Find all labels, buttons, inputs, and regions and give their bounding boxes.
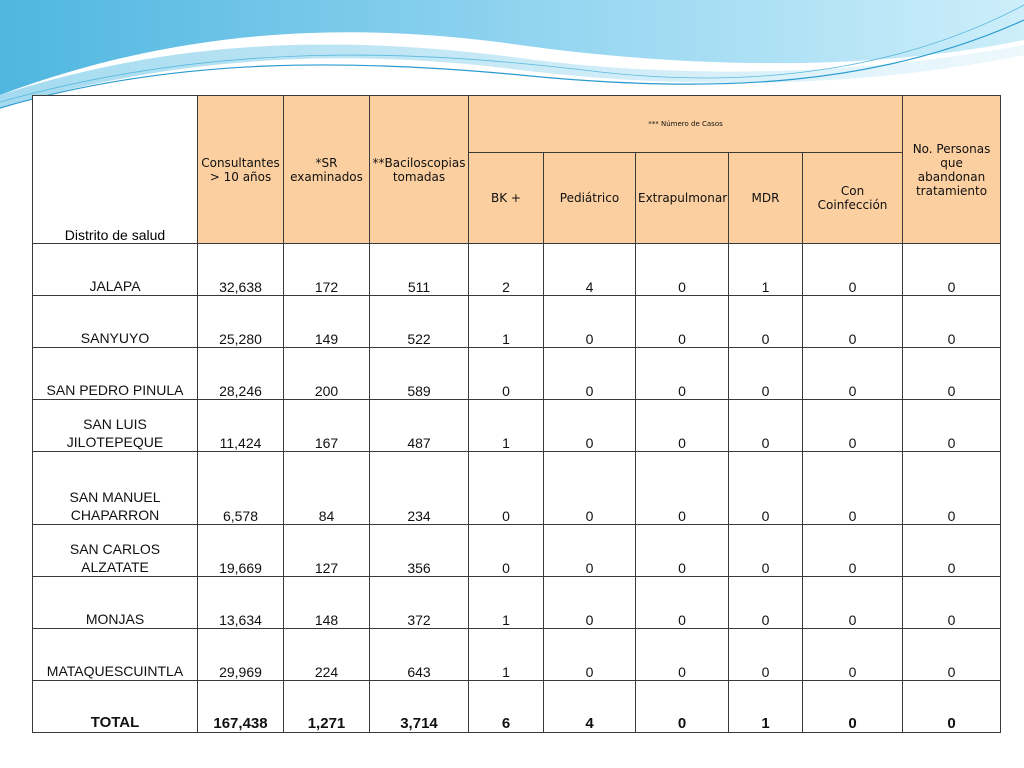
tuberculosis-data-table bbox=[32, 95, 1001, 733]
cell-sr: 200 bbox=[284, 348, 370, 400]
cell-abandon: 0 bbox=[903, 629, 1001, 681]
cell-district: MONJAS bbox=[33, 577, 198, 629]
header-bk: BK + bbox=[469, 153, 544, 244]
cell-mdr: 0 bbox=[729, 452, 803, 525]
header-cases-group: *** Número de Casos bbox=[469, 96, 903, 153]
cell-coinfeccion: 0 bbox=[803, 452, 903, 525]
header-pediatric: Pediátrico bbox=[544, 153, 636, 244]
cell-mdr: 0 bbox=[729, 400, 803, 452]
cell-consultants: 11,424 bbox=[198, 400, 284, 452]
cell-total-abandon: 0 bbox=[903, 681, 1001, 733]
table-row bbox=[33, 452, 1001, 525]
header-sr-examined: *SR examinados bbox=[284, 96, 370, 244]
cell-sr: 148 bbox=[284, 577, 370, 629]
cell-total-bacilo: 3,714 bbox=[370, 681, 469, 733]
cell-pediatric: 4 bbox=[544, 244, 636, 296]
cell-coinfeccion: 0 bbox=[803, 296, 903, 348]
table-row bbox=[33, 400, 1001, 452]
cell-extrapulmonar: 0 bbox=[636, 296, 729, 348]
cell-coinfeccion: 0 bbox=[803, 629, 903, 681]
cell-mdr: 0 bbox=[729, 525, 803, 577]
table-row bbox=[33, 244, 1001, 296]
table-row bbox=[33, 348, 1001, 400]
cell-coinfeccion: 0 bbox=[803, 244, 903, 296]
cell-extrapulmonar: 0 bbox=[636, 400, 729, 452]
cell-pediatric: 0 bbox=[544, 525, 636, 577]
table-row bbox=[33, 296, 1001, 348]
cell-extrapulmonar: 0 bbox=[636, 525, 729, 577]
cell-district: SAN PEDRO PINULA bbox=[33, 348, 198, 400]
cell-pediatric: 0 bbox=[544, 348, 636, 400]
cell-bk: 0 bbox=[469, 348, 544, 400]
cell-total-consultants: 167,438 bbox=[198, 681, 284, 733]
cell-consultants: 32,638 bbox=[198, 244, 284, 296]
cell-consultants: 25,280 bbox=[198, 296, 284, 348]
cell-total-coinfeccion: 0 bbox=[803, 681, 903, 733]
cell-district: SAN CARLOS ALZATATE bbox=[33, 525, 198, 577]
cell-pediatric: 0 bbox=[544, 296, 636, 348]
table-row bbox=[33, 577, 1001, 629]
cell-sr: 84 bbox=[284, 452, 370, 525]
cell-bacilo: 522 bbox=[370, 296, 469, 348]
cell-total-bk: 6 bbox=[469, 681, 544, 733]
cell-bacilo: 511 bbox=[370, 244, 469, 296]
cell-total-pediatric: 4 bbox=[544, 681, 636, 733]
cell-abandon: 0 bbox=[903, 244, 1001, 296]
cell-bacilo: 643 bbox=[370, 629, 469, 681]
cell-district: SAN MANUEL CHAPARRON bbox=[33, 452, 198, 525]
cell-abandon: 0 bbox=[903, 525, 1001, 577]
cell-extrapulmonar: 0 bbox=[636, 452, 729, 525]
cell-bacilo: 487 bbox=[370, 400, 469, 452]
cell-bk: 1 bbox=[469, 400, 544, 452]
cell-bk: 1 bbox=[469, 296, 544, 348]
header-mdr: MDR bbox=[729, 153, 803, 244]
cell-coinfeccion: 0 bbox=[803, 348, 903, 400]
cell-mdr: 1 bbox=[729, 244, 803, 296]
cell-extrapulmonar: 0 bbox=[636, 577, 729, 629]
cell-coinfeccion: 0 bbox=[803, 525, 903, 577]
cell-consultants: 29,969 bbox=[198, 629, 284, 681]
cell-coinfeccion: 0 bbox=[803, 577, 903, 629]
cell-bk: 1 bbox=[469, 577, 544, 629]
header-district: Distrito de salud bbox=[33, 96, 198, 244]
cell-bk: 0 bbox=[469, 525, 544, 577]
cell-sr: 149 bbox=[284, 296, 370, 348]
total-row bbox=[33, 681, 1001, 733]
cell-district: MATAQUESCUINTLA bbox=[33, 629, 198, 681]
cell-mdr: 0 bbox=[729, 348, 803, 400]
cell-mdr: 0 bbox=[729, 296, 803, 348]
cell-bacilo: 356 bbox=[370, 525, 469, 577]
table-row bbox=[33, 525, 1001, 577]
header-consultants: Consultantes > 10 años bbox=[198, 96, 284, 244]
header-coinfeccion: Con Coinfección bbox=[803, 153, 903, 244]
header-abandon: No. Personas que abandonan tratamiento bbox=[903, 96, 1001, 244]
cell-bacilo: 372 bbox=[370, 577, 469, 629]
header-baciloscopias: **Baciloscopias tomadas bbox=[370, 96, 469, 244]
cell-consultants: 19,669 bbox=[198, 525, 284, 577]
cell-mdr: 0 bbox=[729, 577, 803, 629]
cell-total-label: TOTAL bbox=[33, 681, 198, 733]
cell-consultants: 13,634 bbox=[198, 577, 284, 629]
cell-pediatric: 0 bbox=[544, 400, 636, 452]
table-row bbox=[33, 629, 1001, 681]
cell-extrapulmonar: 0 bbox=[636, 244, 729, 296]
header-extrapulmonar: Extrapulmonar bbox=[636, 153, 729, 244]
cell-sr: 167 bbox=[284, 400, 370, 452]
cell-district: SAN LUIS JILOTEPEQUE bbox=[33, 400, 198, 452]
cell-bk: 1 bbox=[469, 629, 544, 681]
cell-abandon: 0 bbox=[903, 348, 1001, 400]
cell-extrapulmonar: 0 bbox=[636, 629, 729, 681]
cell-mdr: 0 bbox=[729, 629, 803, 681]
cell-consultants: 28,246 bbox=[198, 348, 284, 400]
cell-total-extrapulmonar: 0 bbox=[636, 681, 729, 733]
cell-abandon: 0 bbox=[903, 452, 1001, 525]
cell-abandon: 0 bbox=[903, 400, 1001, 452]
cell-bacilo: 234 bbox=[370, 452, 469, 525]
cell-total-sr: 1,271 bbox=[284, 681, 370, 733]
cell-sr: 127 bbox=[284, 525, 370, 577]
cell-consultants: 6,578 bbox=[198, 452, 284, 525]
cell-pediatric: 0 bbox=[544, 629, 636, 681]
cell-bacilo: 589 bbox=[370, 348, 469, 400]
cell-pediatric: 0 bbox=[544, 452, 636, 525]
cell-bk: 2 bbox=[469, 244, 544, 296]
cell-district: JALAPA bbox=[33, 244, 198, 296]
cell-bk: 0 bbox=[469, 452, 544, 525]
cell-abandon: 0 bbox=[903, 296, 1001, 348]
cell-abandon: 0 bbox=[903, 577, 1001, 629]
cell-district: SANYUYO bbox=[33, 296, 198, 348]
cell-sr: 224 bbox=[284, 629, 370, 681]
cell-total-mdr: 1 bbox=[729, 681, 803, 733]
cell-coinfeccion: 0 bbox=[803, 400, 903, 452]
cell-extrapulmonar: 0 bbox=[636, 348, 729, 400]
cell-pediatric: 0 bbox=[544, 577, 636, 629]
cell-sr: 172 bbox=[284, 244, 370, 296]
